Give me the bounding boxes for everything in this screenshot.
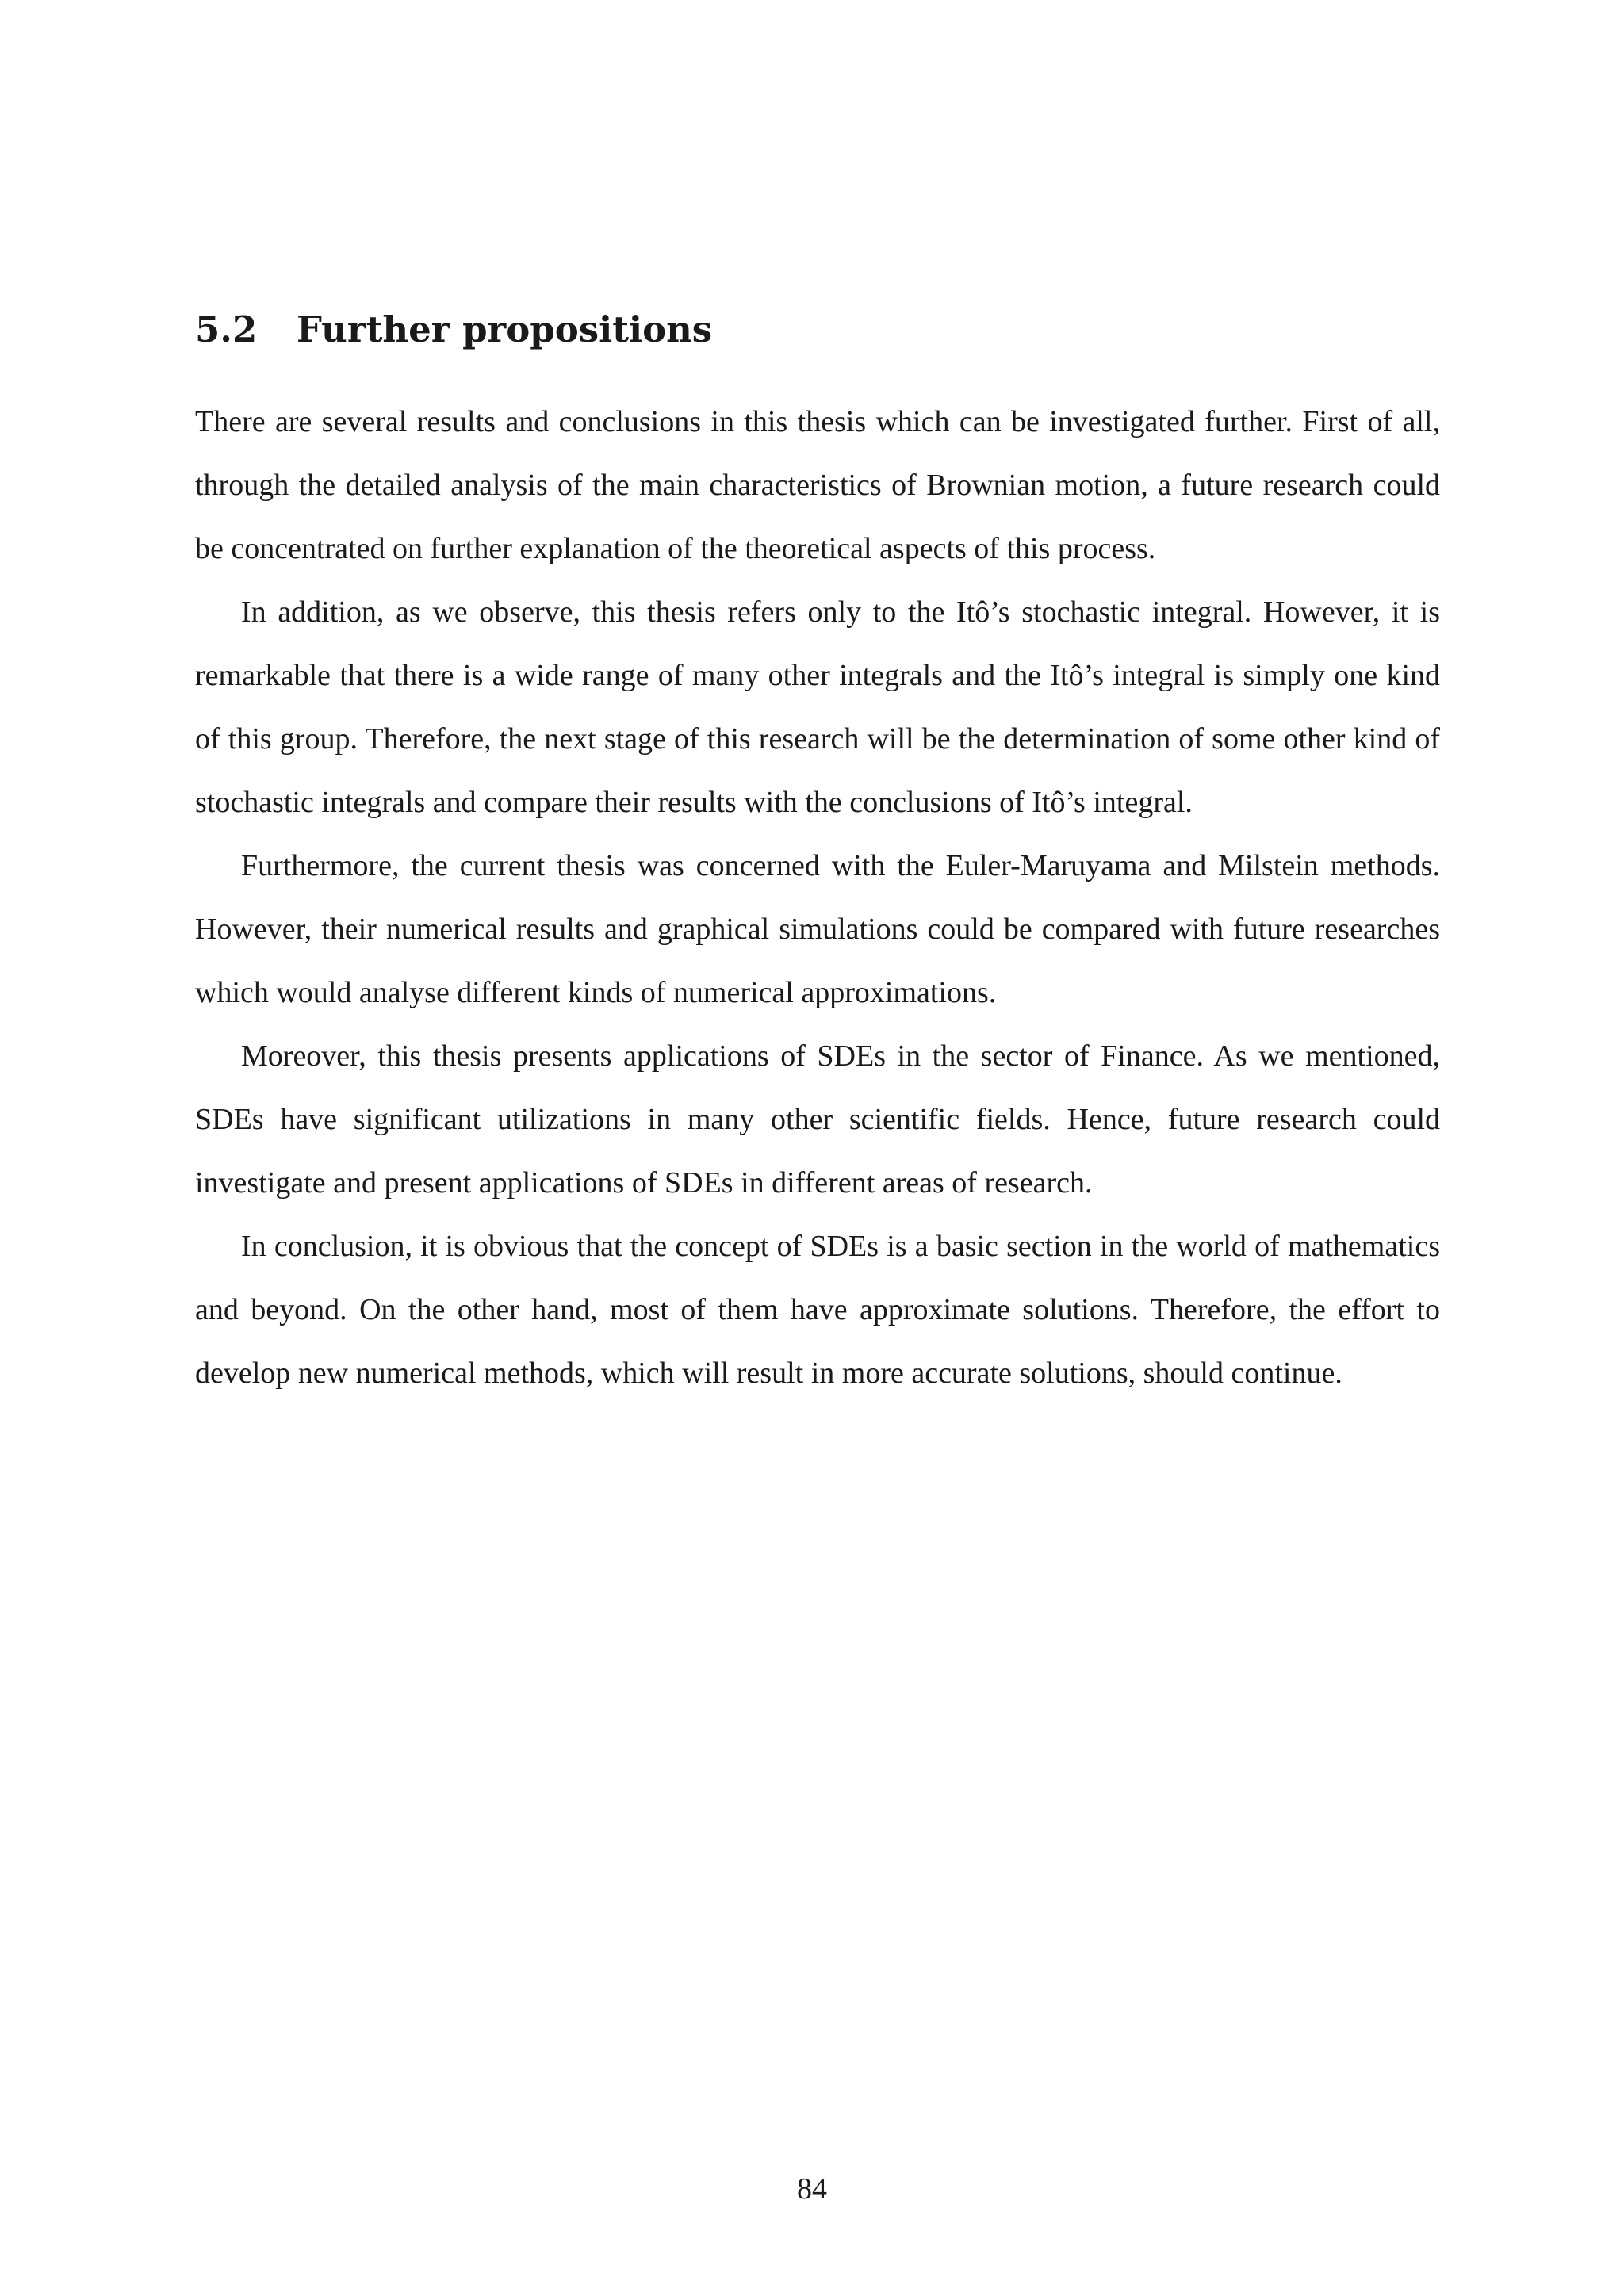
section-number: 5.2: [195, 308, 258, 350]
paragraph-3: Furthermore, the current thesis was concerned with the Euler-Maruyama and Milstein methods. However, their numerical results and graphical simulations could be compared with future researches which would analyse different kinds of numerical approximations.: [195, 849, 1440, 1009]
paragraph-4: Moreover, this thesis presents applications of SDEs in the sector of Finance. As we mentioned, SDEs have significant utilizations in many other scientific fields. Hence, future research could investigate and present applications of SDEs in different areas of research.: [195, 1039, 1440, 1200]
section-body: [195, 390, 1440, 1405]
page-number: 84: [797, 2172, 827, 2206]
paragraph-5: In conclusion, it is obvious that the concept of SDEs is a basic section in the world of mathematics and beyond. On the other hand, most of them have approximate solutions. Therefore, the effort to develop new numerical methods, which will result in more accurate solutions, should continue.: [195, 1230, 1440, 1390]
section-heading: [195, 306, 712, 354]
paragraph-1: There are several results and conclusions in this thesis which can be investigated further. First of all, through the detailed analysis of the main characteristics of Brownian motion, a future research could be concentrated on further explanation of the theoretical aspects of this process.: [195, 405, 1440, 565]
paragraph-2: In addition, as we observe, this thesis refers only to the Itô’s stochastic integral. However, it is remarkable that there is a wide range of many other integrals and the Itô’s integral is simply one kind of this group. Therefore, the next stage of this research will be the determination of some other kind of stochastic integrals and compare their results with the conclusions of Itô’s integral.: [195, 595, 1440, 819]
section-title: Further propositions: [297, 308, 713, 350]
